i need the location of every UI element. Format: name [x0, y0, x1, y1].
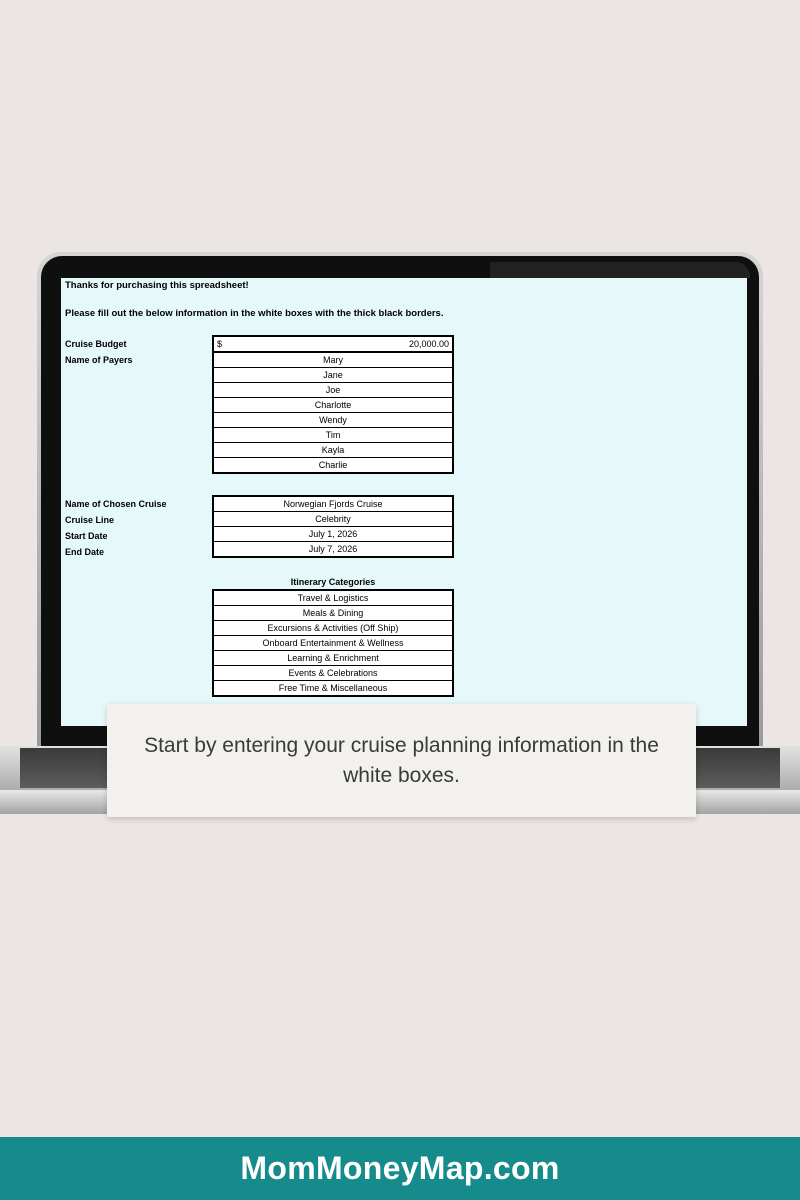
budget-value: 20,000.00	[408, 339, 449, 349]
itinerary-title: Itinerary Categories	[290, 577, 376, 587]
category-cell[interactable]: Events & Celebrations	[214, 666, 452, 681]
cruise-line-label: Cruise Line	[65, 515, 115, 525]
payers-box	[212, 351, 454, 474]
cruise-budget-label: Cruise Budget	[65, 339, 127, 349]
end-date-cell[interactable]: July 7, 2026	[308, 544, 358, 554]
category-cell[interactable]: Onboard Entertainment & Wellness	[214, 636, 452, 651]
payer-cell[interactable]: Jane	[214, 368, 452, 383]
payer-cell[interactable]: Wendy	[214, 413, 452, 428]
category-cell[interactable]: Travel & Logistics	[214, 591, 452, 606]
payer-cell[interactable]: Mary	[214, 353, 452, 368]
payer-cell[interactable]: Kayla	[214, 443, 452, 458]
payers-label: Name of Payers	[65, 355, 133, 365]
caption-card	[107, 704, 696, 817]
bezel-shade	[490, 262, 750, 278]
footer-banner	[0, 1137, 800, 1200]
intro-text: Thanks for purchasing this spreadsheet!	[65, 280, 249, 291]
instructions-text: Please fill out the below information in the white boxes with the thick black borders.	[65, 308, 444, 319]
budget-cell[interactable]	[214, 337, 452, 351]
payer-cell[interactable]: Tim	[214, 428, 452, 443]
cruise-name-label: Name of Chosen Cruise	[65, 499, 167, 509]
itinerary-categories-box	[212, 589, 454, 697]
end-date-label: End Date	[65, 547, 105, 557]
category-cell[interactable]: Learning & Enrichment	[214, 651, 452, 666]
cruise-name-cell[interactable]: Norwegian Fjords Cruise	[214, 497, 452, 512]
payer-cell[interactable]: Charlotte	[214, 398, 452, 413]
currency-symbol: $	[217, 339, 223, 349]
cruise-line-cell[interactable]: Celebrity	[214, 512, 452, 527]
category-cell[interactable]: Meals & Dining	[214, 606, 452, 621]
spreadsheet-screen	[61, 278, 747, 726]
payer-cell[interactable]: Charlie	[318, 460, 348, 470]
category-cell[interactable]: Free Time & Miscellaneous	[278, 683, 388, 693]
start-date-cell[interactable]: July 1, 2026	[214, 527, 452, 542]
start-date-label: Start Date	[65, 531, 108, 541]
footer-site-link[interactable]: MomMoneyMap.com	[240, 1150, 560, 1186]
category-cell[interactable]: Excursions & Activities (Off Ship)	[214, 621, 452, 636]
cruise-details-box	[212, 495, 454, 558]
caption-text: Start by entering your cruise planning information in the white boxes.	[144, 733, 659, 787]
payer-cell[interactable]: Joe	[214, 383, 452, 398]
